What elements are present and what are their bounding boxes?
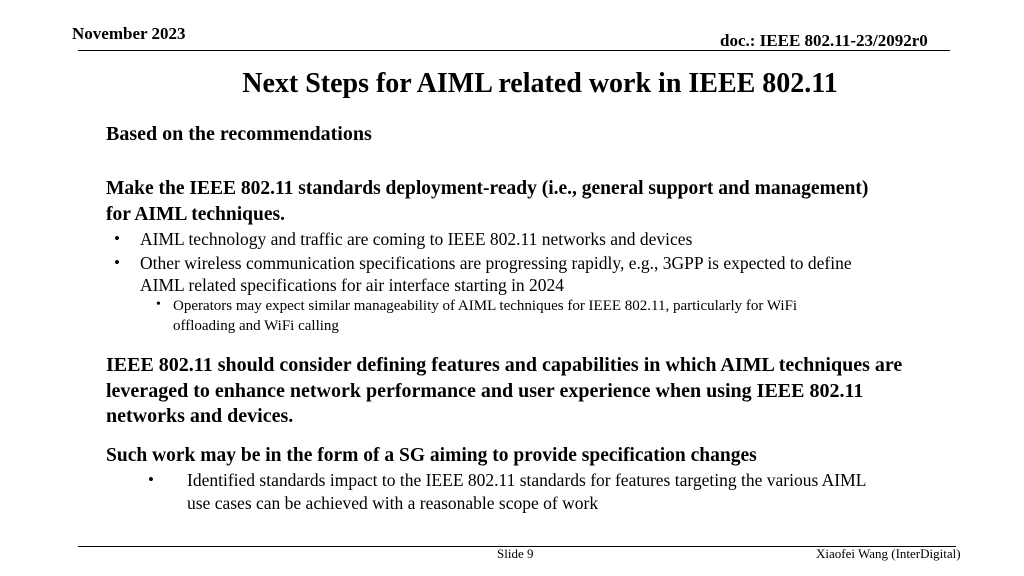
para2-line3: networks and devices. xyxy=(106,405,294,427)
sub-bullet-line2: offloading and WiFi calling xyxy=(173,318,339,334)
header-date: November 2023 xyxy=(72,24,186,43)
para1-line2: for AIML techniques. xyxy=(106,204,285,225)
footer-slide-number: Slide 9 xyxy=(497,546,534,561)
footer-author: Xiaofei Wang (InterDigital) xyxy=(816,546,961,561)
para2-line1: IEEE 802.11 should consider defining features and capabilities in which AIML techniques are xyxy=(106,354,903,376)
sub-bullet-line1: Operators may expect similar manageability of AIML techniques for IEEE 802.11, particularly for WiFi xyxy=(173,298,798,314)
para2-line2: leveraged to enhance network performance and user experience when using IEEE 802.11 xyxy=(106,380,864,402)
para1-line1: Make the IEEE 802.11 standards deployment-ready (i.e., general support and management) xyxy=(106,178,869,199)
slide-title: Next Steps for AIML related work in IEEE 802.11 xyxy=(242,68,838,99)
header-rule xyxy=(78,50,950,51)
bullet2-line2: AIML related specifications for air interface starting in 2024 xyxy=(140,275,565,295)
bullet-marker: • xyxy=(114,229,120,248)
heading-recommendations: Based on the recommendations xyxy=(106,123,372,145)
sub-bullet-marker: • xyxy=(156,297,161,312)
para3: Such work may be in the form of a SG aiming to provide specification changes xyxy=(106,445,757,466)
bullet2-line1: Other wireless communication specifications are progressing rapidly, e.g., 3GPP is expected to define xyxy=(140,253,852,273)
bullet3-line1: Identified standards impact to the IEEE 802.11 standards for features targeting the various AIML xyxy=(187,470,867,490)
bullet3-line2: use cases can be achieved with a reasonable scope of work xyxy=(187,493,599,513)
bullet-marker: • xyxy=(148,470,154,489)
bullet-marker: • xyxy=(114,253,120,272)
bullet1-text: AIML technology and traffic are coming to IEEE 802.11 networks and devices xyxy=(140,229,693,249)
header-doc-id: doc.: IEEE 802.11-23/2092r0 xyxy=(720,31,928,50)
